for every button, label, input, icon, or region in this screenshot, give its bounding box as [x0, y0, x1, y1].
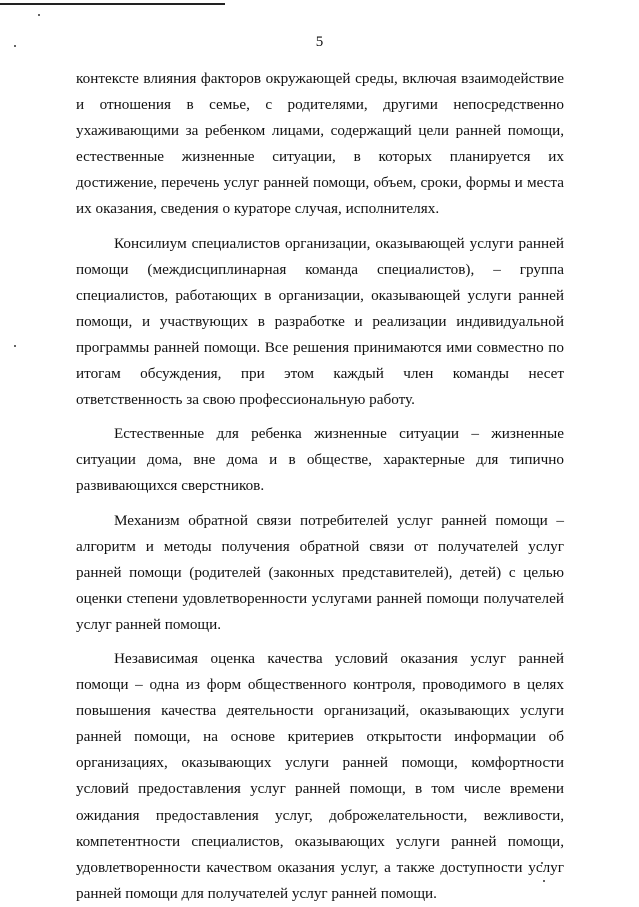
scan-speck: [14, 345, 16, 347]
paragraph-feedback-mechanism: Механизм обратной связи потребителей услуг ранней помощи – алгоритм и методы получения обратной связи от получателей услуг ранней помощи (родителей (законных представителей), детей) с целью оценки степени удовлетворенности услугами ранней помощи получателей услуг ранней помощи.: [76, 511, 564, 633]
paragraph-continuation: контексте влияния факторов окружающей среды, включая взаимодействие и отношения в семье, с родителями, другими непосредственно ухаживающими за ребенком лицами, содержащий цели ранней помощи, естественные жизненные ситуации, в которых планируется их достижение, перечень услуг ранней помощи, объем, сроки, формы и места их оказания, сведения о кураторе случая, исполнителях.: [76, 70, 564, 218]
paragraph-natural-situations: Естественные для ребенка жизненные ситуации – жизненные ситуации дома, вне дома и в обществе, характерные для типично развивающихся сверстников.: [76, 425, 564, 495]
scan-speck: [38, 14, 40, 16]
document-body: [76, 66, 564, 907]
scan-edge-line: [0, 3, 225, 5]
page-number: 5: [315, 34, 324, 50]
paragraph-independent-assessment: Независимая оценка качества условий оказания услуг ранней помощи – одна из форм общественного контроля, проводимого в целях повышения качества деятельности организаций, оказывающих услуги ранней помощи, на основе критериев открытости информации об организациях, оказывающих услуги ранней помощи, комфортности условий предоставления услуг ранней помощи, в том числе времени ожидания предоставления услуг, доброжелательности, вежливости, компетентности специалистов, оказывающих услуги ранней помощи, удовлетворенности качеством оказания услуг, а также доступности услуг ранней помощи для получателей услуг ранней помощи.: [76, 649, 564, 902]
paragraph-consilium: Консилиум специалистов организации, оказывающей услуги ранней помощи (междисциплинарная команда специалистов), – группа специалистов, работающих в организации, оказывающей услуги ранней помощи, и участвующих в разработке и реализации индивидуальной программы ранней помощи. Все решения принимаются ими совместно по итогам обсуждения, при этом каждый член команды несет ответственность за свою профессиональную работу.: [76, 234, 564, 409]
